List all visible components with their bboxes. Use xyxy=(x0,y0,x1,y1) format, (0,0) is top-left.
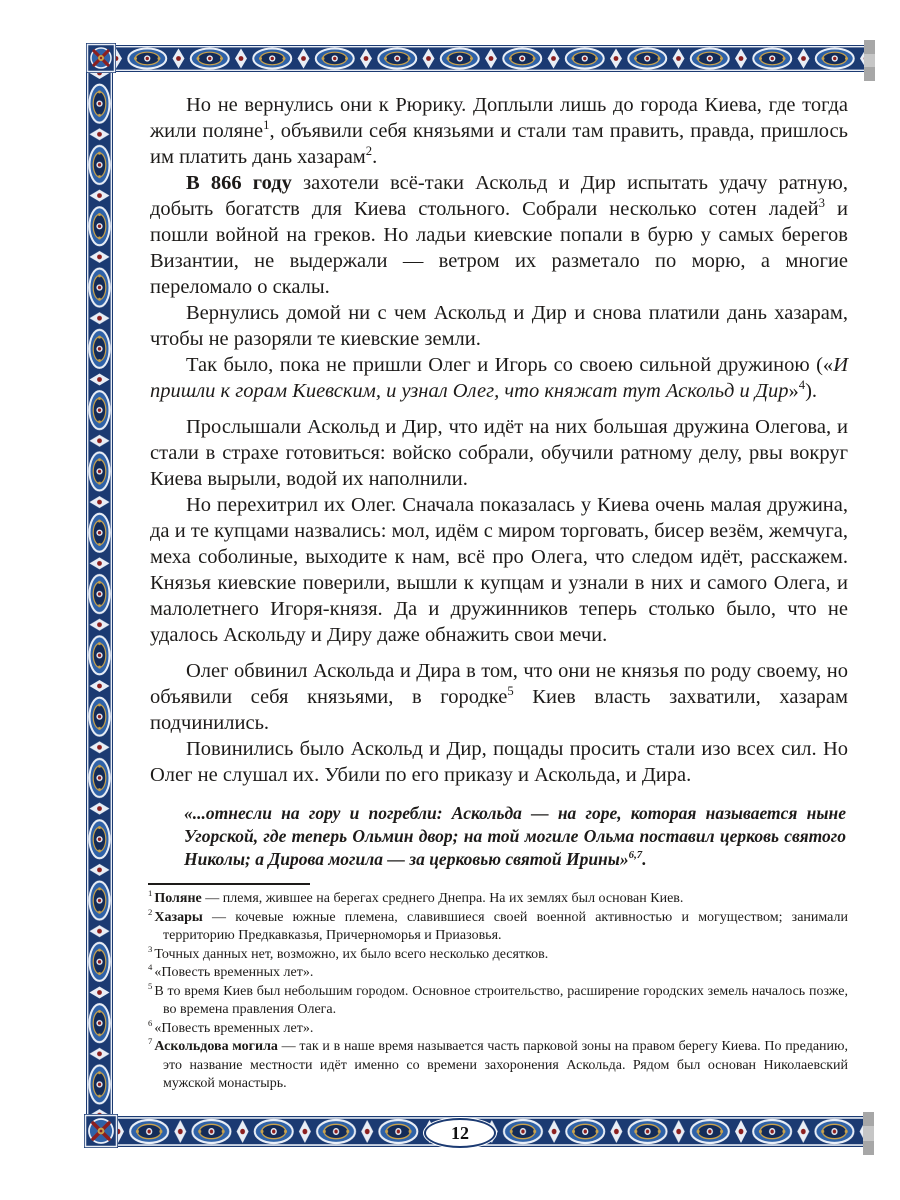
footnote-ref-5: 5 xyxy=(507,684,514,699)
paragraph-7: Олег обвинил Аскольда и Дира в том, что они не князья по роду своему, но объявили себя князьями, в городке$^5$ Киев власть захватили, хазарам подчинились. xyxy=(150,660,848,734)
border-top-ornament xyxy=(116,45,866,72)
footnote-number: 5 xyxy=(148,980,153,991)
page-number-badge xyxy=(424,1118,496,1148)
footnote-text: «Повесть временных лет». xyxy=(154,1020,314,1036)
footnote-2 xyxy=(148,906,848,946)
chronicle-quote-inline: И пришли к горам Киевским, и узнал Олег, что княжат тут Аскольд и Дир xyxy=(150,354,848,402)
footnote-text: — так и в наше время называется часть парковой зоны на правом берегу Киева. По преданию, это название местности идёт именно со времени захоронения Аскольда. Рядом был основан Николаевский мужской монастырь. xyxy=(163,1039,848,1091)
footnote-ref-4: 4 xyxy=(798,378,806,393)
chronicle-quote-block: «...отнесли на гору и погребли: Аскольда — на горе, которая называется ныне Угорской, где теперь Ольмин двор; на той могиле Ольма поставил церковь святого Николы; а Дирова могила — за церковью святой Ирины»$^{6,7}$. xyxy=(184,803,846,869)
footnote-text: — племя, жившее на берегах среднего Днепра. На их землях был основан Киев. xyxy=(201,891,684,906)
footnote-5 xyxy=(148,980,848,1020)
footnote-4 xyxy=(148,964,848,983)
border-left-ornament xyxy=(86,73,113,1116)
footnotes-section xyxy=(148,890,848,1094)
footnote-term: Аскольдова могила xyxy=(154,1039,278,1054)
footnote-number: 2 xyxy=(148,906,153,917)
footnote-ref-6-7: 6,7 xyxy=(628,849,643,862)
paragraph-3: Вернулись домой ни с чем Аскольд и Дир и снова платили дань хазарам, чтобы не разоряли те киевские земли. xyxy=(150,302,848,350)
footnote-number: 7 xyxy=(148,1036,153,1047)
paragraph-5: Прослышали Аскольд и Дир, что идёт на них большая дружина Олегова, и стали в страхе готовиться: войско собрали, обучили ратному делу, рвы вокруг Киева вырыли, водой их наполнили. xyxy=(150,416,848,490)
year-866-bold: В 866 году xyxy=(186,172,292,194)
paragraph-2: В 866 году захотели всё-таки Аскольд и Дир испытать удачу ратную, добыть богатств для Киева стольного. Собрали несколько сотен ладей$^3$ и пошли войной на греков. Но ладьи киевские попали в бурю у самых берегов Византии, не выдержали — ветром их разметало по морю, а многие переломало о скалы. xyxy=(150,172,848,298)
footnote-text: «Повесть временных лет». xyxy=(154,965,314,980)
footnote-ref-2: 2 xyxy=(365,144,373,159)
scrollbar-fragment-top xyxy=(864,40,875,81)
page-text-column xyxy=(150,92,848,1094)
border-corner-bottom-left-ornament xyxy=(84,1114,118,1148)
paragraph-1: Но не вернулись они к Рюрику. Доплыли лишь до города Киева, где тогда жили поляне$^1$, объявили себя князьями и стали там править, правда, пришлось им платить дань хазарам$^2$. xyxy=(150,94,849,168)
border-corner-top-left-ornament xyxy=(86,43,116,73)
footnote-ref-3: 3 xyxy=(818,196,825,211)
footnote-3 xyxy=(148,943,848,965)
footnote-7 xyxy=(148,1038,848,1094)
paragraph-6: Но перехитрил их Олег. Сначала показалась у Киева очень малая дружина, да и те купцами назвались: мол, идём с миром торговать, бисер везём, жемчуга, меха соболиные, выходите к нам, всё про Олега, что следом идёт, расскажем. Князья киевские поверили, вышли к купцам и узнали в них и самого Олега, и малолетнего Игоря-князя. Да и дружинников теперь столько было, что не удалось Аскольду и Диру даже обнажить свои мечи. xyxy=(150,494,848,646)
footnote-number: 3 xyxy=(148,943,153,954)
footnote-text: Точных данных нет, возможно, их было всего несколько десятков. xyxy=(154,946,549,962)
footnote-term: Поляне xyxy=(154,891,202,906)
paragraph-4: Так было, пока не пришли Олег и Игорь со своею сильной дружиною («И пришли к горам Киевским, и узнал Олег, что княжат тут Аскольд и Дир»$^4$). xyxy=(150,354,848,402)
footnote-text: — кочевые южные племена, славившиеся своей военной активностью и могуществом; занимали территорию Предкавказья, Причерноморья и Приазовья. xyxy=(163,909,848,943)
page-number: 12 xyxy=(451,1122,469,1143)
paragraph-8: Повинились было Аскольд и Дир, пощады просить стали изо всех сил. Но Олег не слушал их. Убили по его приказу и Аскольда, и Дира. xyxy=(150,738,848,786)
footnote-number: 1 xyxy=(148,888,153,899)
scrollbar-fragment-bottom xyxy=(863,1112,874,1155)
footnote-term: Хазары xyxy=(154,909,203,925)
footnote-1 xyxy=(148,890,848,909)
footnote-separator xyxy=(148,883,310,885)
footnote-ref-1: 1 xyxy=(263,118,270,133)
footnote-number: 4 xyxy=(148,962,153,973)
footnote-text: В то время Киев был небольшим городом. Основное строительство, расширение городских земель началось позже, во времена правления Олега. xyxy=(154,983,848,1017)
footnote-number: 6 xyxy=(148,1017,153,1028)
footnote-6 xyxy=(148,1017,848,1039)
